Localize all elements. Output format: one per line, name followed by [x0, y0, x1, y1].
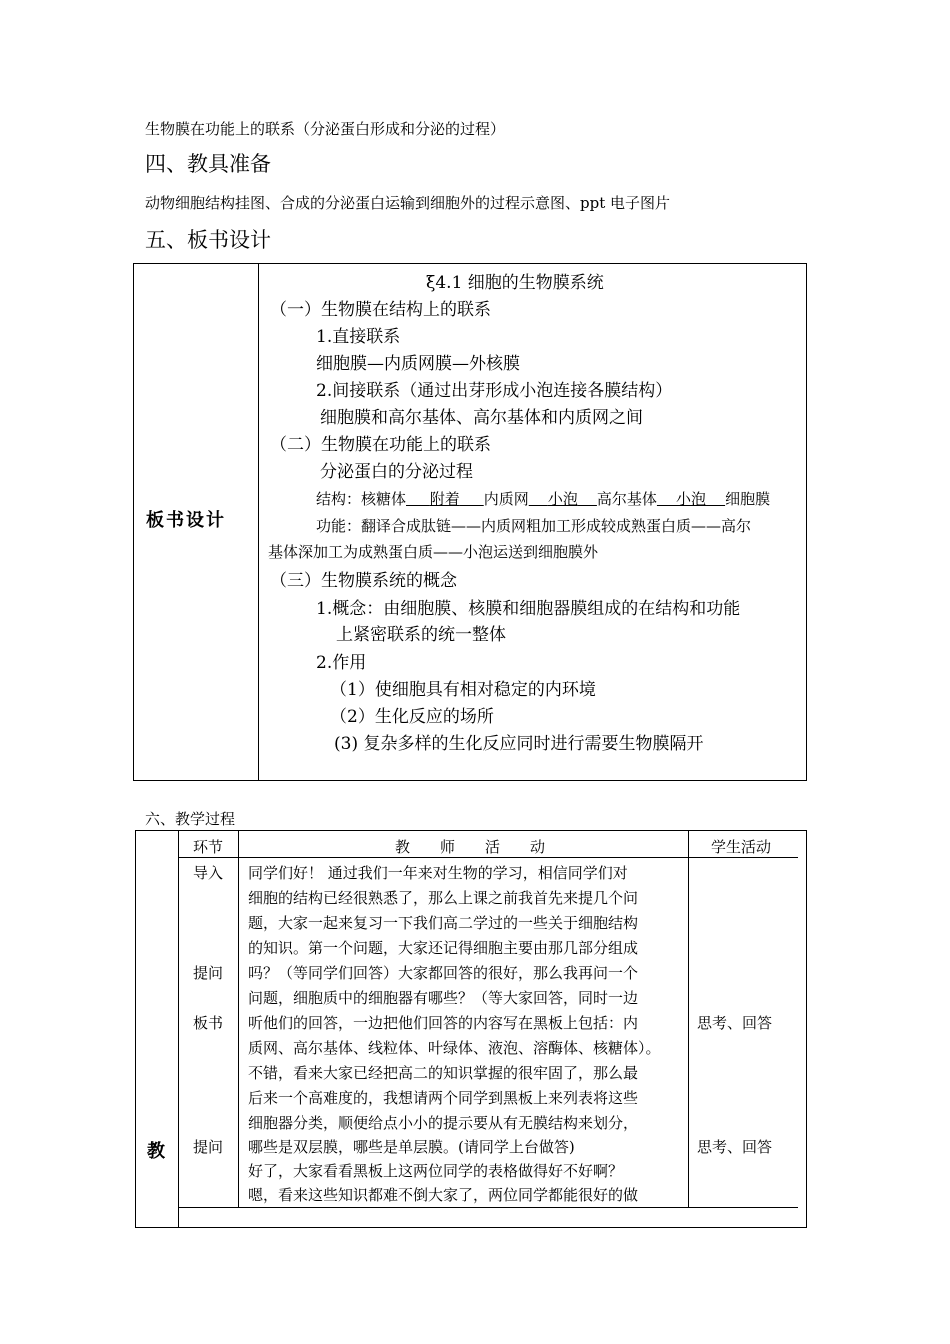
header-divider: [178, 857, 798, 858]
stage-label: 板书: [193, 1014, 224, 1032]
teacher-line: 质网、高尔基体、线粒体、叶绿体、液泡、溶酶体、核糖体）。: [248, 1039, 661, 1057]
teacher-line: 同学们好！ 通过我们一年来对生物的学习，相信同学们对: [248, 864, 628, 882]
structure-line: [316, 488, 770, 509]
stage-label: 提问: [193, 1138, 224, 1156]
teacher-line: 细胞器分类，顺便给点小小的提示要从有无膜结构来划分，: [248, 1114, 639, 1132]
student-answer: 思考、回答: [697, 1014, 773, 1032]
board-line: （一）生物膜在结构上的联系: [270, 300, 491, 320]
structure-word: 小泡: [676, 490, 707, 508]
teacher-line: 细胞的结构已经很熟悉了，那么上课之前我首先来提几个问: [248, 889, 639, 907]
teacher-line: 的知识。第一个问题，大家还记得细胞主要由那几部分组成: [248, 939, 639, 957]
board-line: 细胞膜—内质网膜—外核膜: [316, 354, 520, 374]
student-answer: 思考、回答: [697, 1138, 773, 1156]
board-line: （三）生物膜系统的概念: [270, 571, 457, 591]
stage-label: 导入: [193, 864, 224, 882]
board-title: ξ4.1 细胞的生物膜系统: [426, 273, 604, 293]
board-line: （1）使细胞具有相对稳定的内环境: [330, 680, 596, 700]
board-line: 上紧密联系的统一整体: [336, 625, 506, 645]
board-label: 板书设计: [146, 510, 226, 531]
left-label: 教: [147, 1141, 165, 1162]
board-line: 2.间接联系（通过出芽形成小泡连接各膜结构）: [316, 381, 673, 401]
board-line: （二）生物膜在功能上的联系: [270, 435, 491, 455]
section4-heading: 四、教具准备: [145, 152, 271, 176]
board-table-divider: [258, 263, 259, 781]
teacher-line: 吗？（等同学们回答）大家都回答的很好，那么我再问一个: [248, 964, 639, 982]
board-line: (3) 复杂多样的生化反应同时进行需要生物膜隔开: [334, 734, 704, 754]
board-line: 1.直接联系: [316, 327, 401, 347]
structure-text: 细胞膜: [725, 490, 771, 508]
header-stage: 环节: [193, 838, 224, 856]
header-teacher: 教 师 活 动: [395, 838, 546, 856]
intro-line: 生物膜在功能上的联系（分泌蛋白形成和分泌的过程）: [145, 120, 506, 138]
board-line: 细胞膜和高尔基体、高尔基体和内质网之间: [320, 408, 643, 428]
teacher-line: 问题，细胞质中的细胞器有哪些？（等大家回答，同时一边: [248, 989, 639, 1007]
structure-word: 附着: [429, 490, 460, 508]
table-divider: [688, 830, 689, 1207]
stage-label: 提问: [193, 964, 224, 982]
teacher-line: 哪些是双层膜，哪些是单层膜。(请同学上台做答): [248, 1138, 575, 1156]
board-line: （2）生化反应的场所: [330, 707, 494, 727]
table-divider: [178, 830, 179, 1228]
teacher-line: 嗯，看来这些知识都难不倒大家了，两位同学都能很好的做: [248, 1186, 639, 1204]
teacher-line: 后来一个高难度的，我想请两个同学到黑板上来列表将这些: [248, 1089, 639, 1107]
section5-heading: 五、板书设计: [145, 228, 271, 252]
function-line: 功能：翻译合成肽链——内质网粗加工形成较成熟蛋白质——高尔: [316, 517, 752, 535]
board-line: 1.概念：由细胞膜、核膜和细胞器膜组成的在结构和功能: [316, 599, 741, 619]
teacher-line: 不错，看来大家已经把高二的知识掌握的很牢固了，那么最: [248, 1064, 639, 1082]
structure-text: 内质网: [483, 490, 529, 508]
function-line: 基体深加工为成熟蛋白质——小泡运送到细胞膜外: [268, 543, 599, 561]
board-line: 2.作用: [316, 653, 367, 673]
section6-heading: 六、教学过程: [145, 810, 236, 828]
header-student: 学生活动: [711, 838, 772, 856]
bottom-divider: [178, 1207, 798, 1208]
board-line: 分泌蛋白的分泌过程: [320, 462, 473, 482]
teacher-line: 题，大家一起来复习一下我们高二学过的一些关于细胞结构: [248, 914, 639, 932]
structure-text: 高尔基体: [596, 490, 657, 508]
structure-prefix: 结构：核糖体: [316, 490, 407, 508]
section4-text: 动物细胞结构挂图、合成的分泌蛋白运输到细胞外的过程示意图、ppt 电子图片: [145, 194, 671, 212]
teacher-line: 好了，大家看看黑板上这两位同学的表格做得好不好啊？: [248, 1162, 624, 1180]
table-divider: [238, 830, 239, 1207]
teacher-line: 听他们的回答，一边把他们回答的内容写在黑板上包括：内: [248, 1014, 639, 1032]
structure-word: 小泡: [547, 490, 578, 508]
